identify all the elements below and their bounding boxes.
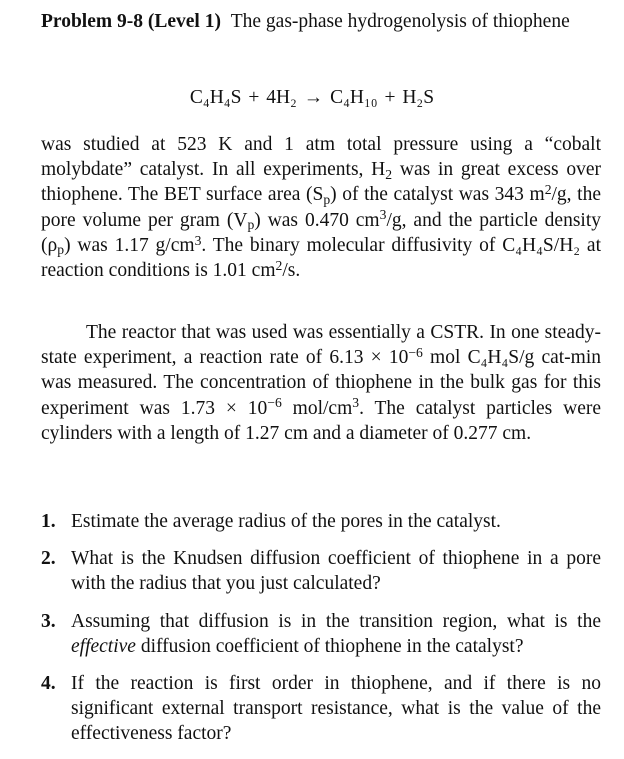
rho-subscript: p	[57, 242, 65, 258]
question-item	[41, 671, 601, 747]
eq-reactant-hydrogen: 4H₂	[266, 87, 297, 108]
question-number: 2.	[41, 548, 56, 570]
p1-text-7: ) was 1.17 g/cm	[64, 234, 195, 256]
sp-subscript: p	[323, 191, 331, 207]
eq-reactant-thiophene: C₄H₄S	[189, 87, 242, 108]
h2-subscript: 2	[385, 166, 393, 182]
question-item	[41, 609, 601, 659]
p1-text-9: /s.	[282, 260, 301, 282]
p1-text-5: ) was 0.470 cm	[254, 209, 380, 231]
p1-text-2: was in great excess over thiophene. The BET surface area (S	[41, 159, 601, 206]
problem-title	[41, 9, 601, 34]
p1-text-1: was studied at 523 K and 1 atm total pressure using a “cobalt molybdate” catalyst. In all experiments, H	[41, 134, 601, 181]
reaction-equation	[0, 85, 624, 110]
paragraph-experiment	[41, 320, 601, 446]
p1-text-8: . The binary molecular diffusivity of C₄H₄S/H₂ at reaction conditions is 1.01 cm	[41, 234, 601, 282]
question-number: 3.	[41, 610, 56, 632]
p1-text-3: ) of the catalyst was 343 m	[330, 184, 545, 206]
question-text-post: diffusion coefficient of thiophene in the catalyst?	[135, 635, 524, 657]
p1-text-6: /g, and the particle density (ρ	[41, 209, 601, 256]
vp-subscript: p	[247, 217, 255, 233]
eq-product-h2s: H₂S	[402, 87, 435, 108]
question-text: What is the Knudsen diffusion coefficient of thiophene in a pore with the radius that you just calculated?	[71, 548, 601, 595]
concentration-exponent: −6	[267, 395, 282, 411]
question-text: Estimate the average radius of the pores in the catalyst.	[71, 511, 501, 532]
eq-arrow: →	[303, 87, 324, 108]
eq-plus-2: +	[384, 87, 396, 108]
paragraph-conditions	[41, 132, 601, 283]
p2-text-1: The reactor that was used was essentially a CSTR. In one steady-state experiment, a reaction rate of 6.13 × 10	[41, 322, 601, 369]
problem-intro: The gas-phase hydrogenolysis of thiophene	[230, 11, 570, 32]
p1-text-4: /g, the pore volume per gram (V	[41, 184, 601, 231]
p2-text-4: . The catalyst particles were cylinders with a length of 1.27 cm and a diameter of 0.277 cm.	[41, 397, 601, 444]
question-number: 1.	[41, 511, 56, 532]
m2-superscript: 2	[544, 182, 552, 198]
question-number: 4.	[41, 673, 56, 695]
diffusivity-cm2-superscript: 2	[275, 257, 283, 273]
question-item	[41, 509, 601, 534]
problem-heading: Problem 9-8 (Level 1)	[41, 11, 221, 32]
question-text: If the reaction is first order in thiophene, and if there is no significant external transport resistance, what is the value of the effectiveness factor?	[71, 673, 601, 745]
p2-text-3: mol/cm	[281, 397, 353, 419]
question-text-emphasis: effective	[71, 635, 136, 657]
question-list	[41, 509, 601, 759]
eq-plus-1: +	[248, 87, 260, 108]
question-text-pre: Assuming that diffusion is in the transition region, what is the	[71, 610, 601, 632]
conc-cm3-superscript: 3	[352, 395, 360, 411]
question-item	[41, 546, 601, 596]
p2-text-2: mol C₄H₄S/g cat-min was measured. The concentration of thiophene in the bulk gas for this experiment was 1.73 × 10	[41, 347, 602, 419]
cm3-superscript: 3	[379, 207, 387, 223]
density-cm3-superscript: 3	[194, 232, 202, 248]
rate-exponent: −6	[408, 345, 423, 361]
eq-product-butane: C₄H₁₀	[330, 87, 378, 108]
